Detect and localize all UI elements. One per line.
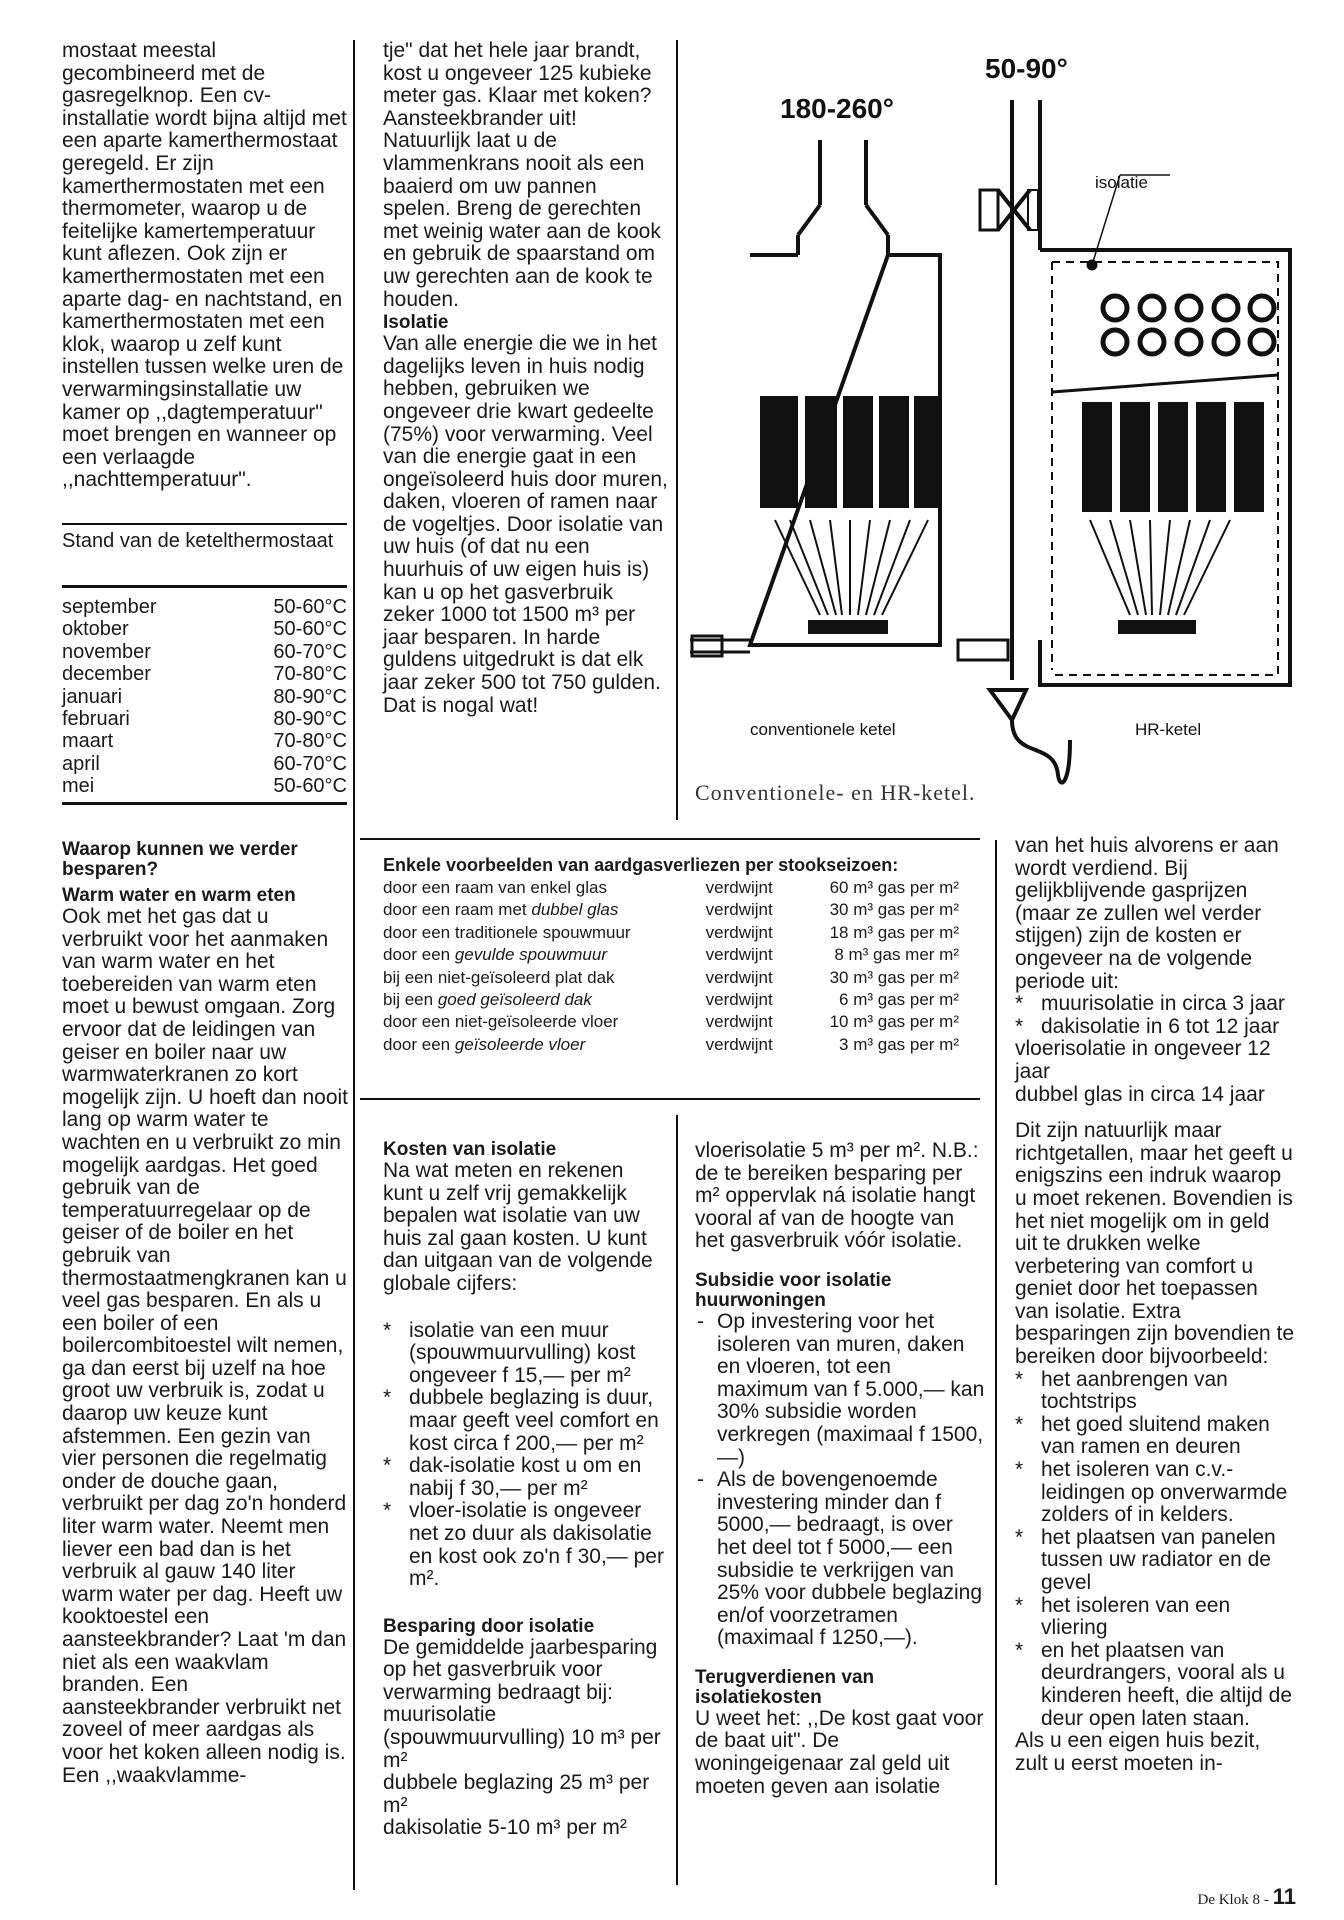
month-cell: december: [62, 663, 151, 686]
item-text: en het plaatsen van deurdrangers, vooral als u kinderen heeft, die altijd de deur open laten staan.: [1041, 1638, 1293, 1730]
item-text: Als de bovengenoemde investering minder dan f 5000,— bedraagt, is over het deel tot f 5000,— een subsidie te verkrijgen van 25% voor dubbele beglazing en/of voorzetramen (maximaal f 1250,—).: [717, 1468, 983, 1650]
temperature-cell: 50-60°C: [273, 618, 347, 641]
gas-loss-cell-c: 10 m³ gas per m²: [829, 1012, 959, 1032]
table-rule: [62, 523, 347, 525]
thermostat-row: [62, 641, 347, 663]
bullet-marker: *: [383, 1386, 392, 1410]
gas-loss-cell-c: 8 m³ gas mer m²: [834, 945, 959, 965]
thermostat-row: [62, 708, 347, 730]
temp-hr-label: 50-90°: [985, 53, 1068, 84]
magazine-name: De Klok 8: [1197, 1892, 1260, 1908]
conventional-boiler-label: conventionele ketel: [750, 720, 896, 739]
temperature-cell: 70-80°C: [273, 663, 347, 686]
paragraph: mostaat meestal gecombineerd met de gasregelknop. Een cv-installatie wordt bijna altijd met een aparte kamerthermostaat geregeld. Er zijn kamerthermostaten met een thermometer, waarop u de feitelijke kamertemperatuur kunt aflezen. Ook zijn er kamerthermostaten met een aparte dag- en nachtstand, en kamerthermostaten met een klok, waarop u zelf kunt instellen tussen welke uren de verwarmingsinstallatie uw kamer op ,,dagtemperatuur" moet brengen en wanneer op een verlaagde ,,nachttemperatuur".: [62, 39, 347, 492]
gas-loss-cell-a: bij een goed geïsoleerd dak: [383, 990, 592, 1010]
extra-item: [1015, 1640, 1295, 1730]
thermostat-table-title: [62, 530, 347, 553]
bullet-marker: -: [697, 1468, 704, 1492]
table-rule: [62, 802, 347, 805]
gas-loss-cell-a: door een raam van enkel glas: [383, 878, 607, 897]
col2-bottom-text: [383, 1140, 668, 1840]
gas-loss-cell-c: 30 m³ gas per m²: [829, 967, 959, 987]
gas-loss-cell-a: bij een niet-geïsoleerd plat dak: [383, 967, 615, 987]
boiler-diagram: [690, 40, 1310, 820]
bullet-marker: *: [1015, 1593, 1024, 1617]
gas-loss-cell-c: 18 m³ gas per m²: [829, 922, 959, 942]
temperature-cell: 80-90°C: [273, 685, 347, 708]
page-number: 11: [1272, 1884, 1296, 1909]
gas-loss-cell-b: verdwijnt: [705, 945, 773, 965]
gas-loss-row: [383, 1034, 959, 1056]
month-cell: januari: [62, 685, 123, 708]
month-cell: februari: [62, 708, 130, 731]
thermostat-row: [62, 663, 347, 685]
item-text: muurisolatie (spouwmuurvulling) 10 m³ per m²: [383, 1703, 661, 1772]
bullet-marker: *: [1015, 1014, 1024, 1038]
kosten-item: [383, 1320, 668, 1388]
footer-separator: -: [1263, 1892, 1273, 1908]
extra-item: [1015, 1369, 1295, 1414]
item-text: muurisolatie in circa 3 jaar: [1041, 992, 1285, 1016]
period-list: [1015, 993, 1295, 1106]
item-text: dak-isolatie kost u om en nabij f 30,— per m²: [409, 1454, 642, 1500]
emphasis: goed geïsoleerd dak: [437, 990, 592, 1010]
diagram-caption: Conventionele- en HR-ketel.: [695, 780, 976, 805]
section-rule: [360, 838, 980, 840]
thermostat-row: [62, 730, 347, 752]
item-text: dakisolatie in 6 tot 12 jaar: [1041, 1014, 1280, 1038]
thermostat-table: [62, 596, 347, 798]
gas-loss-cell-b: verdwijnt: [705, 1012, 773, 1032]
page-footer: [1197, 1884, 1296, 1910]
bullet-marker: *: [1015, 1458, 1024, 1482]
month-cell: mei: [62, 775, 95, 798]
paragraph: vloerisolatie 5 m³ per m². N.B.: de te bereiken besparing per m² oppervlak ná isolatie hangt vooral af van de hoogte van het gasverbruik vóór isolatie.: [695, 1139, 979, 1253]
extra-item: [1015, 1527, 1295, 1595]
col2-top-text: [383, 40, 668, 717]
item-text: dubbel glas in circa 14 jaar: [1015, 1082, 1265, 1106]
section-rule: [360, 1098, 980, 1100]
gas-loss-cell-a: door een traditionele spouwmuur: [383, 922, 631, 942]
gas-loss-cell-a: door een raam met dubbel glas: [383, 900, 619, 920]
month-cell: september: [62, 596, 157, 618]
extra-item: [1015, 1414, 1295, 1459]
gas-loss-cell-b: verdwijnt: [705, 967, 773, 987]
isolatie-label: isolatie: [1095, 173, 1148, 192]
month-cell: oktober: [62, 618, 129, 641]
heading-isolatie: Isolatie: [383, 312, 449, 334]
table-rule: [62, 585, 347, 588]
besparing-line: [383, 1704, 668, 1772]
gas-loss-cell-b: verdwijnt: [705, 900, 773, 920]
bullet-marker: *: [1015, 1525, 1024, 1549]
gas-loss-cell-c: 30 m³ gas per m²: [829, 900, 959, 920]
gas-loss-cell-c: 3 m³ gas per m²: [839, 1034, 959, 1054]
temperature-cell: 50-60°C: [273, 775, 347, 798]
paragraph: van het huis alvorens er aan wordt verdiend. Bij gelijkblijvende gasprijzen (maar ze zullen wel verder stijgen) zijn de kosten er ongeveer na de volgende periode uit:: [1015, 834, 1279, 993]
bullet-marker: *: [1015, 1367, 1024, 1391]
gas-loss-row: [383, 877, 959, 899]
gas-loss-box: [383, 855, 983, 1056]
paragraph: tje" dat het hele jaar brandt, kost u ongeveer 125 kubieke meter gas. Klaar met koken? Aansteekbrander uit! Natuurlijk laat u de vlammenkrans nooit als een baaierd om uw pannen spelen. Breng de gerechten met weinig water aan de kook en gebruik de spaarstand om uw gerechten aan de kook te houden.: [383, 39, 661, 311]
month-cell: maart: [62, 730, 114, 753]
thermostat-row: [62, 618, 347, 640]
hr-boiler-figure: [958, 100, 1290, 783]
extras-list: [1015, 1369, 1295, 1731]
subsidie-list: [695, 1311, 985, 1650]
temperature-cell: 60-70°C: [273, 640, 347, 663]
kosten-item: [383, 1387, 668, 1455]
gas-loss-heading: Enkele voorbeelden van aardgasverliezen per stookseizoen:: [383, 855, 899, 875]
kosten-list: [383, 1320, 668, 1591]
paragraph: Van alle energie die we in het dagelijks leven in huis nodig hebben, gebruiken we ongeveer drie kwart gedeelte (75%) voor verwarming. Veel van die energie gaat in een ongeïsoleerd huis door muren, daken, vloeren of ramen naar de vogeltjes. Door isolatie van uw huis (of dat nu een huurhuis of uw eigen huis is) kan u op het gasverbruik zeker 1000 tot 1500 m³ per jaar besparen. In harde guldens uitgedrukt is dat elk jaar zeker 500 tot 750 gulden. Dat is nogal wat!: [383, 332, 668, 717]
gas-loss-cell-c: 6 m³ gas per m²: [839, 990, 959, 1010]
bullet-marker: *: [383, 1499, 392, 1523]
thermostat-row: [62, 596, 347, 618]
extra-item: [1015, 1595, 1295, 1640]
thermostat-row: [62, 753, 347, 775]
column-rule: [353, 40, 355, 1890]
besparing-line: [383, 1772, 668, 1817]
bullet-marker: *: [1015, 992, 1024, 1016]
bullet-marker: *: [1015, 1638, 1024, 1662]
item-text: het goed sluitend maken van ramen en deuren: [1041, 1412, 1270, 1459]
kosten-item: [383, 1455, 668, 1500]
thermostat-table-body: [62, 596, 347, 798]
temperature-cell: 50-60°C: [273, 596, 347, 618]
col1-bottom-text: [62, 840, 350, 1787]
heading-kosten: Kosten van isolatie: [383, 1139, 557, 1160]
item-text: dubbele beglazing 25 m³ per m²: [383, 1771, 650, 1817]
bullet-marker: *: [1015, 1412, 1024, 1436]
period-item: [1015, 1084, 1295, 1107]
heading-subsidie: Subsidie voor isolatie huurwoningen: [695, 1269, 892, 1311]
heading-besparing: Besparing door isolatie: [383, 1615, 595, 1637]
hr-boiler-label: HR-ketel: [1135, 720, 1202, 739]
temperature-cell: 70-80°C: [273, 730, 347, 753]
col3-bottom-text: [695, 1140, 985, 1798]
bullet-marker: *: [383, 1454, 392, 1478]
item-text: het aanbrengen van tochtstrips: [1041, 1367, 1228, 1414]
emphasis: geïsoleerde vloer: [454, 1034, 586, 1054]
period-item: [1015, 1016, 1295, 1039]
emphasis: dubbel glas: [531, 900, 619, 920]
month-cell: november: [62, 640, 151, 663]
item-text: Op investering voor het isoleren van muren, daken en vloeren, tot een maximum van f 5.000,— kan 30% subsidie worden verkregen (maximaal f 1500,—): [717, 1309, 985, 1469]
paragraph: U weet het: ,,De kost gaat voor de baat uit". De woningeigenaar zal geld uit moeten geven aan isolatie: [695, 1706, 984, 1798]
period-item: [1015, 1038, 1295, 1083]
gas-loss-cell-b: verdwijnt: [705, 878, 773, 897]
besparing-lines: [383, 1704, 668, 1840]
col1-top-text: [62, 40, 350, 492]
gas-loss-row: [383, 989, 959, 1011]
item-text: isolatie van een muur (spouwmuurvulling) kost ongeveer f 15,— per m²: [409, 1318, 636, 1387]
temperature-cell: 60-70°C: [273, 752, 347, 775]
month-cell: april: [62, 752, 100, 775]
item-text: het isoleren van c.v.-leidingen op onverwarmde zolders of in kelders.: [1041, 1458, 1288, 1527]
paragraph: Als u een eigen huis bezit, zult u eerst moeten in-: [1015, 1729, 1261, 1775]
thermostat-row: [62, 686, 347, 708]
gas-loss-row: [383, 922, 959, 944]
gas-loss-row: [383, 967, 959, 989]
heading-warm-water: Warm water en warm eten: [62, 885, 296, 906]
bullet-marker: -: [697, 1309, 704, 1333]
column-rule: [676, 40, 678, 820]
period-item: [1015, 993, 1295, 1016]
column-rule: [676, 1115, 678, 1885]
paragraph: Ook met het gas dat u verbruikt voor het aanmaken van warm water en het toebereiden van warm eten moet u bewust omgaan. Zorg ervoor dat de leidingen van geiser en boiler naar uw warmwaterkranen zo kort mogelijk zijn. U hoeft dan nooit lang op warm water te wachten en u verbruikt zo min mogelijk aardgas. Het goed gebruik van de temperatuurregelaar op de geiser of de boiler en het gebruik van thermostaatmengkranen kan u veel gas besparen. En als u een boiler of een boilercombitoestel wilt nemen, ga dan eerst bij uzelf na hoe groot uw verbruik is, zodat u daarop uw keuze kunt afstemmen. Een gezin van vier personen die regelmatig onder de douche gaan, verbruikt per dag zo'n honderd liter warm water. Neemt men liever een bad dan is het verbruik al gauw 140 liter warm water per dag. Heeft uw kooktoestel een aansteekbrander? Laat 'm dan niet als een waakvlam branden. Een aansteekbrander verbruikt net zoveel of meer aardgas als voor het koken alleen nodig is. Een ,,waakvlamme-: [62, 905, 348, 1787]
gas-loss-row: [383, 1011, 959, 1033]
item-text: dubbele beglazing is duur, maar geeft veel comfort en kost circa f 200,— per m²: [409, 1386, 659, 1455]
heading-terugverdienen: Terugverdienen van isolatiekosten: [695, 1666, 875, 1708]
paragraph: Na wat meten en rekenen kunt u zelf vrij gemakkelijk bepalen wat isolatie van uw huis zal gaan kosten. U kunt dan uitgaan van de volgende globale cijfers:: [383, 1159, 653, 1295]
emphasis: gevulde spouwmuur: [454, 945, 607, 965]
item-text: het plaatsen van panelen tussen uw radiator en de gevel: [1041, 1525, 1276, 1594]
item-text: vloerisolatie in ongeveer 12 jaar: [1015, 1037, 1271, 1083]
column-rule: [995, 840, 997, 1885]
col4-text: [1015, 835, 1295, 1775]
gas-loss-cell-b: verdwijnt: [705, 990, 773, 1010]
gas-loss-cell-b: verdwijnt: [705, 1034, 773, 1054]
paragraph: Dit zijn natuurlijk maar richtgetallen, maar het geeft u enigszins een indruk waarop u moet rekenen. Bovendien is het niet mogelijk om in geld uit te drukken welke verbetering van comfort u geniet door het toepassen van isolatie. Extra besparingen zijn bovendien te bereiken door bijvoorbeeld:: [1015, 1119, 1295, 1369]
item-text: dakisolatie 5-10 m³ per m²: [383, 1816, 627, 1840]
gas-loss-table: [383, 877, 959, 1056]
subsidie-item: [695, 1469, 985, 1650]
subsidie-item: [695, 1311, 985, 1469]
table-title: Stand van de ketelthermostaat: [62, 530, 334, 552]
gas-loss-cell-a: door een geïsoleerde vloer: [383, 1034, 586, 1054]
gas-loss-cell-b: verdwijnt: [705, 922, 773, 942]
bullet-marker: *: [383, 1318, 392, 1342]
temp-conventional-label: 180-260°: [780, 93, 894, 124]
temperature-cell: 80-90°C: [273, 708, 347, 731]
item-text: vloer-isolatie is ongeveer net zo duur als dakisolatie en kost ook zo'n f 30,— per m².: [409, 1499, 664, 1591]
paragraph: De gemiddelde jaarbesparing op het gasverbruik voor verwarming bedraagt bij:: [383, 1635, 658, 1704]
thermostat-row: [62, 775, 347, 797]
heading-besparen: Waarop kunnen we verder besparen?: [62, 839, 298, 880]
besparing-line: [383, 1817, 668, 1840]
gas-loss-row: [383, 944, 959, 966]
conventional-boiler-figure: [690, 140, 940, 656]
gas-loss-cell-a: door een gevulde spouwmuur: [383, 945, 607, 965]
gas-loss-cell-c: 60 m³ gas per m²: [829, 878, 959, 897]
gas-loss-cell-a: door een niet-geïsoleerde vloer: [383, 1012, 619, 1032]
kosten-item: [383, 1500, 668, 1590]
gas-loss-row: [383, 899, 959, 921]
extra-item: [1015, 1459, 1295, 1527]
item-text: het isoleren van een vliering: [1041, 1593, 1231, 1640]
